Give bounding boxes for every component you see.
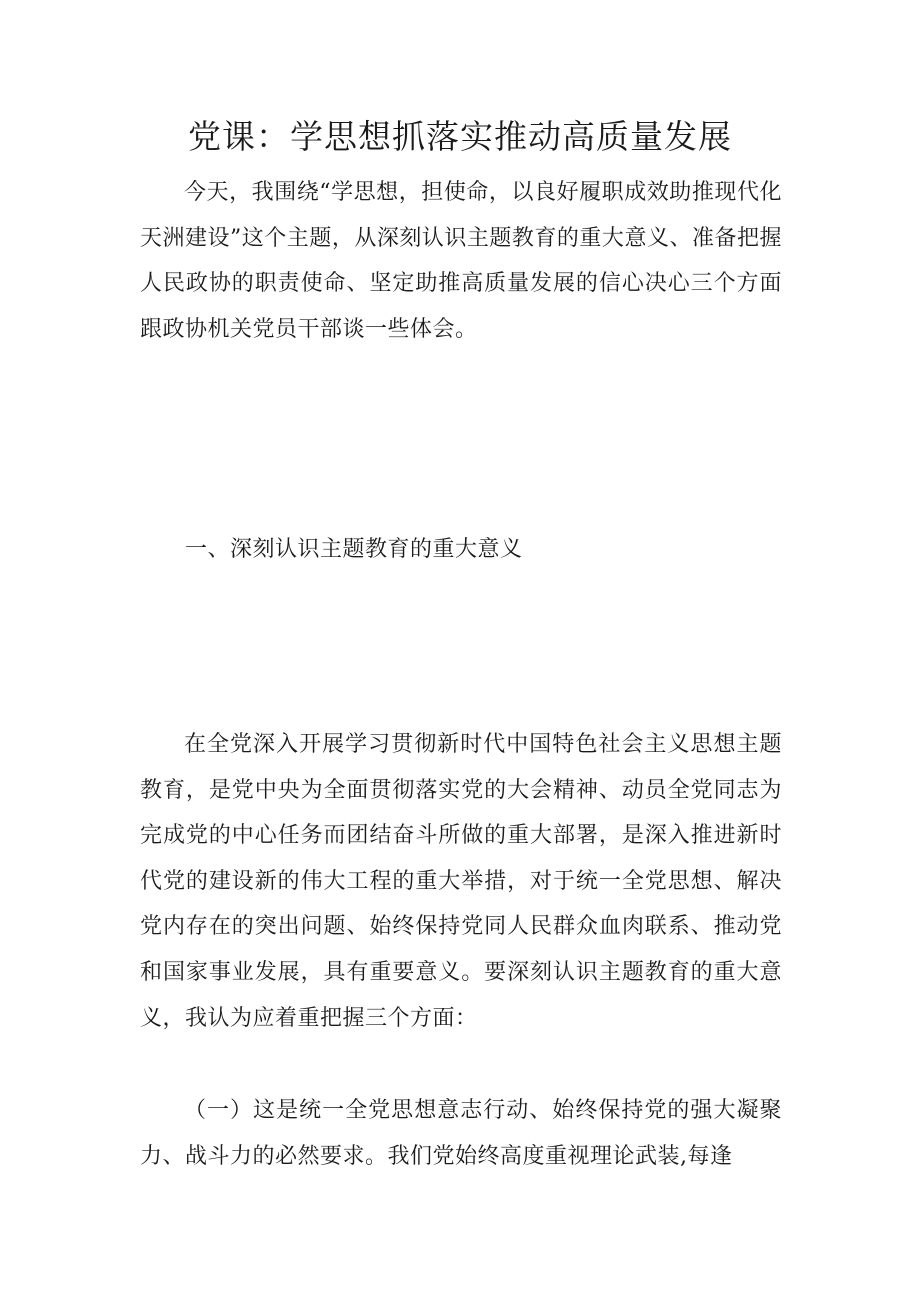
section-heading: 一、深刻认识主题教育的重大意义 — [185, 537, 523, 562]
body-paragraph-2: （一）这是统一全党思想意志行动、始终保持党的强大凝聚力、战斗力的必然要求。我们党始终高度重视理论武装,每逢 — [140, 1098, 782, 1169]
intro-paragraph: 今天，我围绕“学思想，担使命，以良好履职成效助推现代化天洲建设”这个主题，从深刻认识主题教育的重大意义、准备把握人民政协的职责使命、坚定助推高质量发展的信心决心三个方面跟政协机关党员干部谈一些体会。 — [140, 180, 782, 342]
body-paragraph-1: 在全党深入开展学习贯彻新时代中国特色社会主义思想主题教育，是党中央为全面贯彻落实党的大会精神、动员全党同志为完成党的中心任务而团结奋斗所做的重大部署，是深入推进新时代党的建设新的伟大工程的重大举措，对于统一全党思想、解决党内存在的突出问题、始终保持党同人民群众血肉联系、推动党和国家事业发展，具有重要意义。要深刻认识主题教育的重大意义，我认为应着重把握三个方面： — [140, 732, 782, 1031]
document-title: 党课：学思想抓落实推动高质量发展 — [188, 117, 732, 156]
